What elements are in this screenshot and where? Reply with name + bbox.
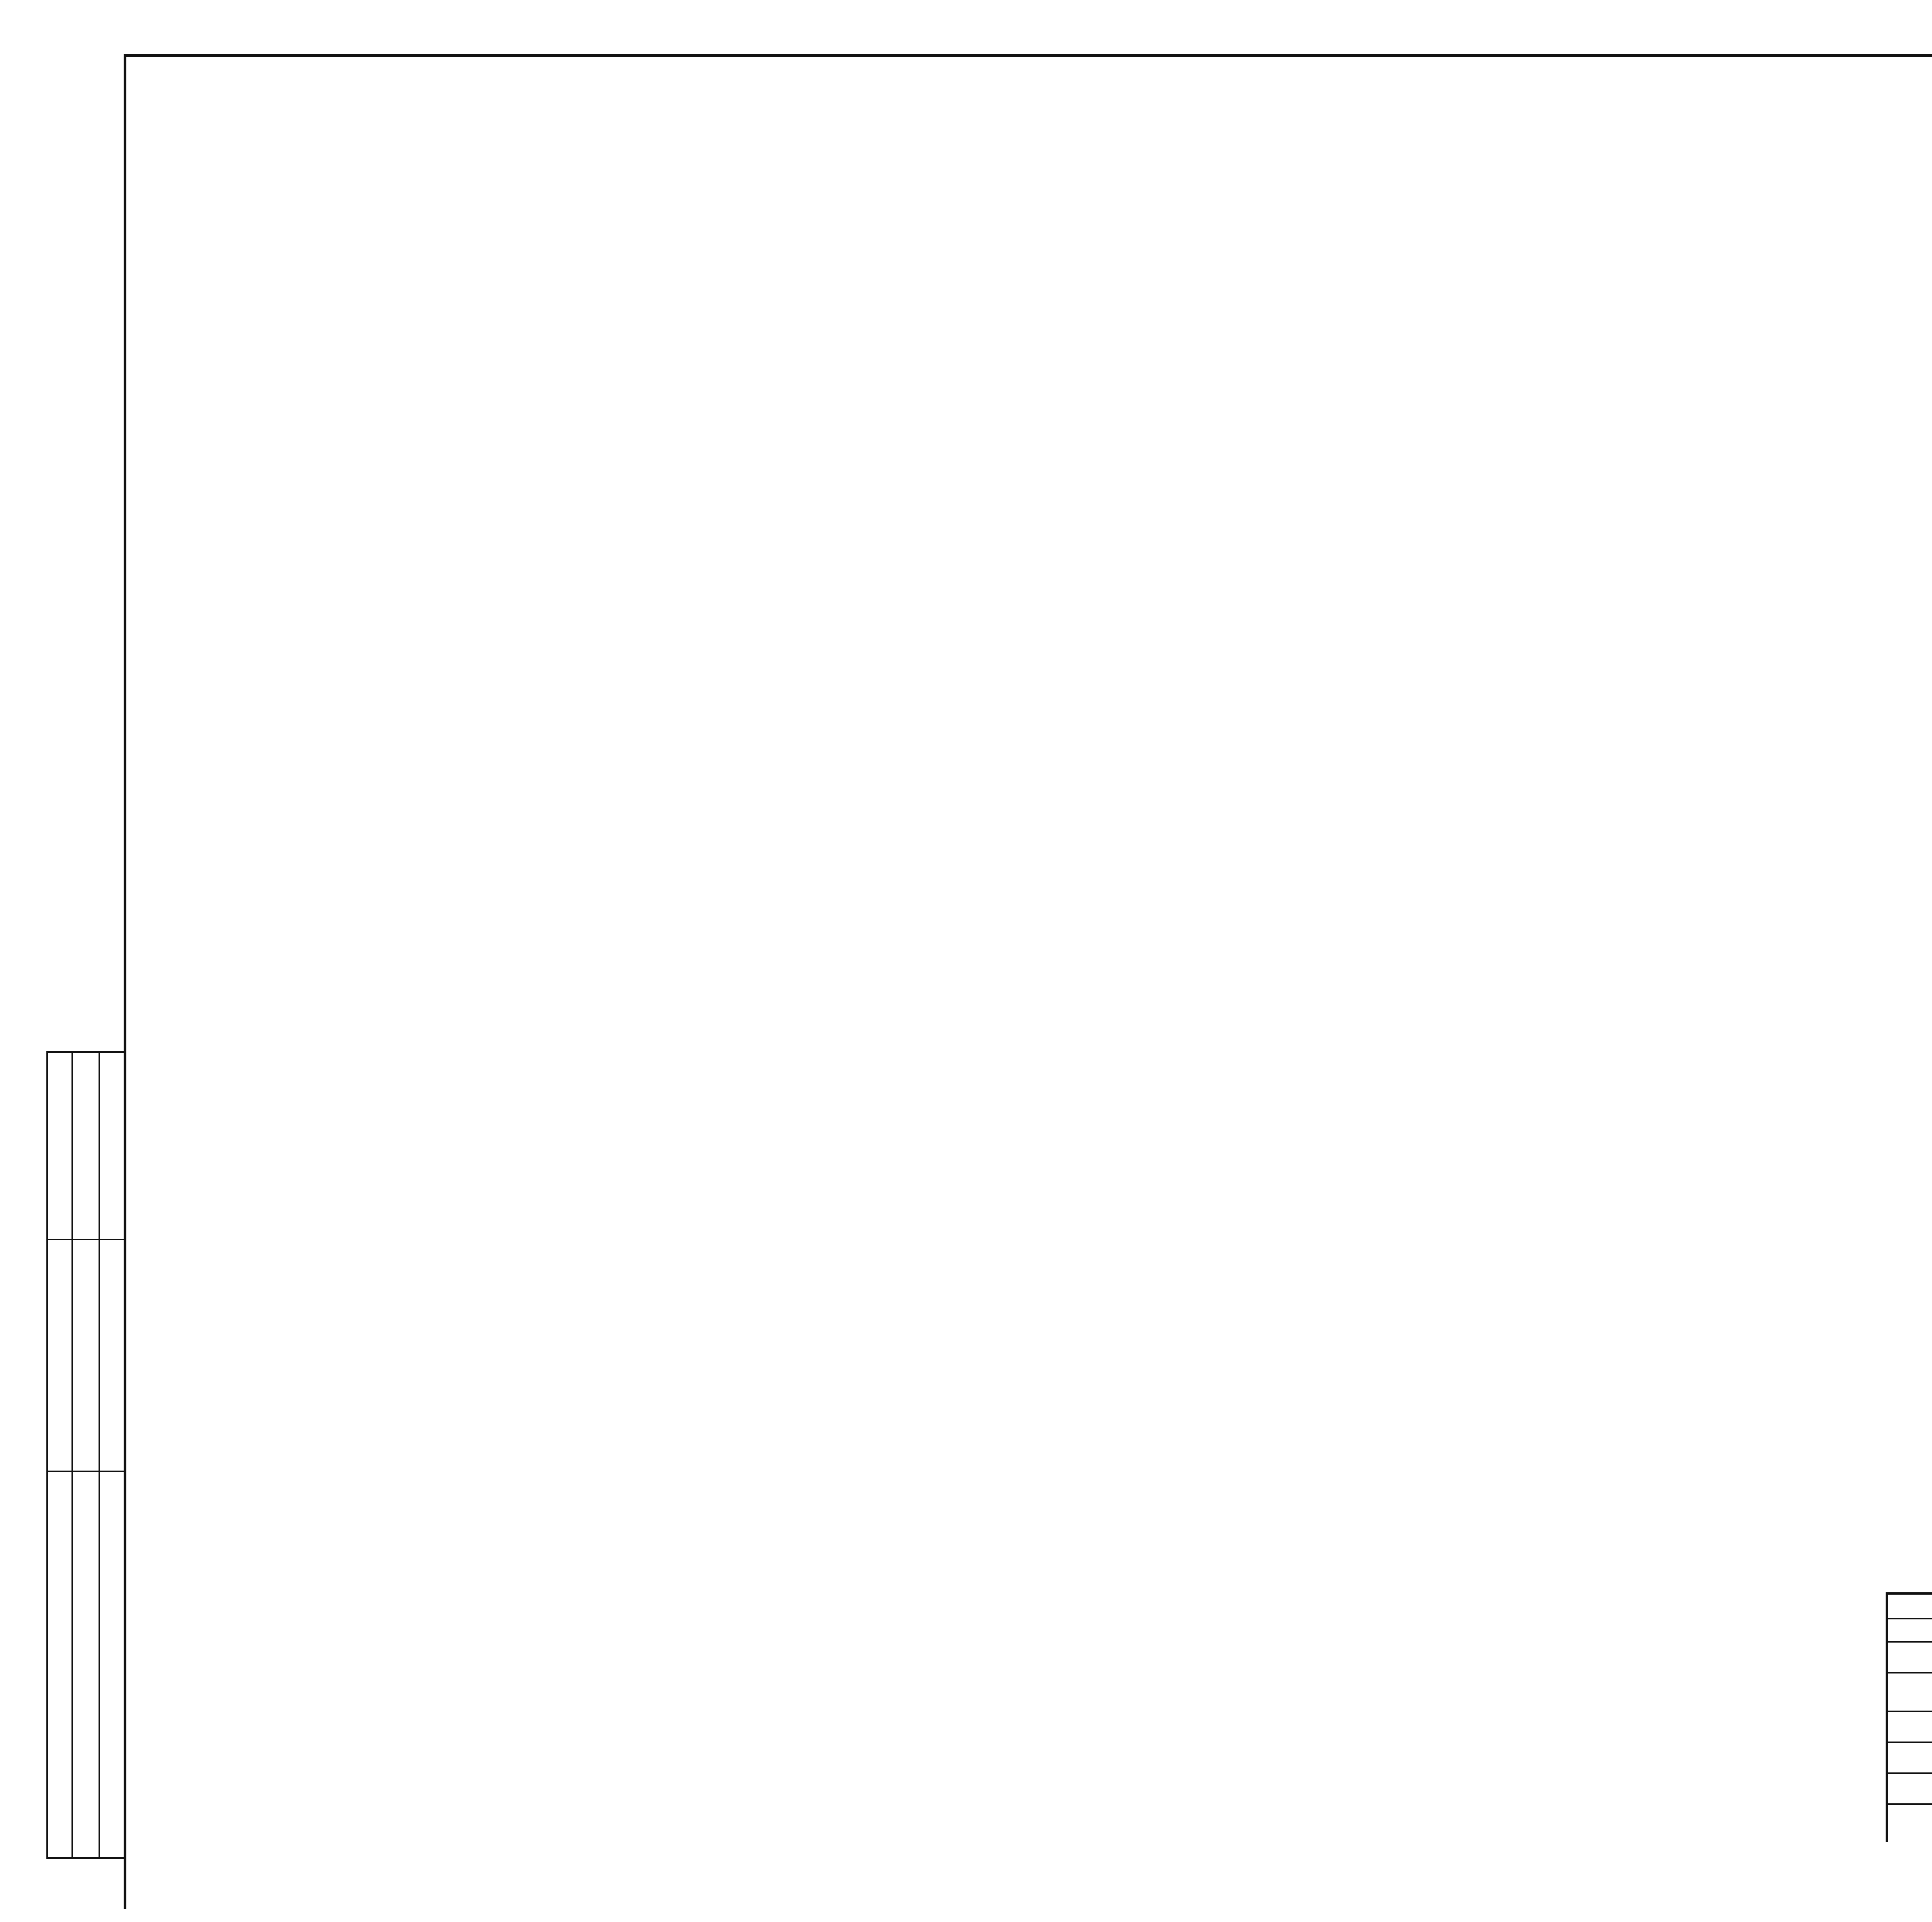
title-block — [1886, 1592, 1932, 1842]
copied-by — [1893, 1863, 1915, 1884]
side-code — [89, 384, 112, 456]
side-approval-table — [46, 1051, 126, 1859]
drawing-frame — [124, 54, 1932, 1842]
